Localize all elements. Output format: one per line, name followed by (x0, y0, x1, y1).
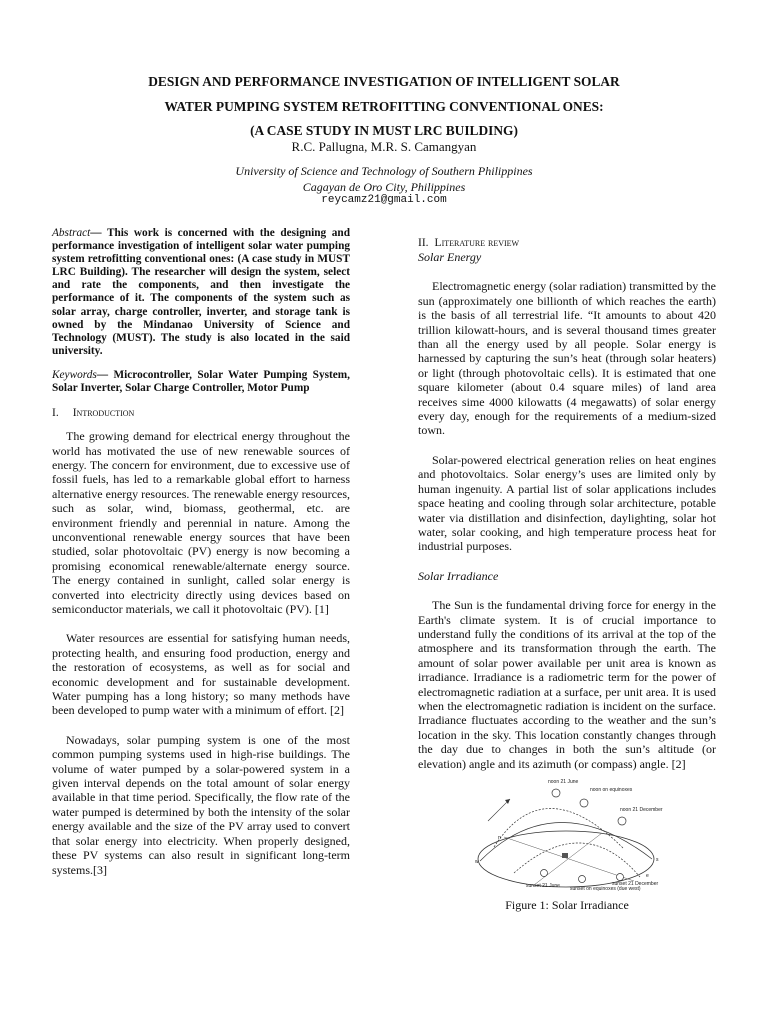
intro-paragraph-3: Nowadays, solar pumping system is one of the most common pumping systems used in high-rise buildings. The volume of water pumped by a solar-powered system in a given interval depends on the total amount of solar energy available in that time period. Specifically, the flow rate of the water pumped is determined by both the intensity of the solar energy available and the size of the PV array used to convert that solar energy into electricity. When properly designed, these PV systems can also result in significant long-term systems.[3] (52, 732, 350, 877)
solar-energy-paragraph-2: Solar-powered electrical generation relies on heat engines and photovoltaics. Solar energy’s uses are limited only by human ingenuity. A partial list of solar applications includes space heating and cooling through solar architecture, potable water via distillation and disinfection, daylighting, solar hot water, solar cooking, and high temperature process heat for industrial purposes. (418, 452, 716, 554)
title-line-3: (A CASE STUDY IN MUST LRC BUILDING) (250, 123, 518, 139)
label-sunset-june: sunset 21 June (526, 883, 560, 889)
solar-energy-paragraph-1: Electromagnetic energy (solar radiation) transmitted by the sun (approximately one billionth of which reaches the earth) is the basis of all terrestrial life. “It amounts to about 420 trillion kilowatt-hours, and is several thousand times greater than all the energy used by all people. Solar energy is harnessed by capturing the sun’s heat (through solar heaters) or light (through photovoltaic cells). It is estimated that one square kilometer (about 0.4 square miles) of land area receives sime 4000 kilowatts (4 megawatts) of solar energy every day, enough for the requirements of a medium-sized town. (418, 279, 716, 438)
label-w: w (475, 859, 479, 865)
abstract (52, 227, 350, 358)
keywords-dash: — (96, 368, 109, 381)
sun-noon-december (618, 817, 626, 825)
right-column (418, 236, 716, 912)
sun-path-december (514, 843, 640, 877)
observer-icon (562, 853, 568, 858)
section-heading-literature-review (418, 236, 716, 250)
section-heading-introduction (52, 406, 350, 420)
sun-sunset-equinox (579, 876, 586, 883)
abstract-text: This work is concerned with the designing and performance investigation of intelligent solar water pumping system retrofitting conventional ones: (A case study in MUST LRC Building). The researcher will design the system, select and rate the components, and then investigate the performance of it. The components of the system such as solar array, charge controller, inverter, and storage tank is owned by the Mindanao University of Science and Technology (MUST). The study is also located in the said university. (52, 227, 350, 357)
sun-noon-equinox (580, 799, 588, 807)
keywords-label: Keywords (52, 368, 97, 381)
irradiance-paragraph-1: The Sun is the fundamental driving force for energy in the Earth's climate system. It is of crucial importance to understand fully the conditions of its arrival at the top of the atmosphere and its transformation through the earth. The amount of solar power available per unit area is known as irradiance. Irradiance is a radiometric term for the power of electromagnetic radiation at a surface, per unit area. It is used when the electromagnetic radiation is incident on the surface. Irradiance fluctuates according to the weather and the sun’s location in the sky. This location constantly changes through the day due to changes in both the sun’s altitude (or elevation) angle and its azimuth (or compass) angle. [2] (418, 598, 716, 771)
label-sunset-december: sunset 21 December (612, 881, 659, 887)
figure-solar-irradiance (418, 777, 716, 895)
author-email[interactable]: reycamz21@gmail.com (321, 194, 447, 206)
label-noon-equinox: noon on equinoxes (590, 787, 633, 793)
affiliation-line-1: University of Science and Technology of Southern Philippines (235, 164, 533, 178)
intro-paragraph-2: Water resources are essential for satisfying human needs, protecting health, and ensuring food production, energy and the restoration of ecosystems, as well as for social and economic development and for sustainable development. Water pumping has a long history; so many methods have been developed to pump water with a minimum of effort. [2] (52, 631, 350, 718)
paper-title (60, 70, 708, 144)
figure-caption: Figure 1: Solar Irradiance (505, 898, 629, 912)
left-column (52, 227, 350, 877)
label-e: e (646, 873, 649, 879)
sun-path-june (494, 808, 624, 849)
label-noon-june: noon 21 June (548, 779, 579, 785)
keywords (52, 369, 350, 395)
intro-paragraph-1: The growing demand for electrical energy throughout the world has motivated the use of new renewable sources of energy. The concern for environment, due to excessive use of fossil fuels, has led to a remarkable global effort to harness alternative energy resources. The renewable energy resources, such as solar, wind, biomass, geothermal, etc. are environment friendly and perennial in nature. Among the unconventional renewable energy sources that have been studied, solar photovoltaic (PV) energy is now becoming a promising economical renewable/alternate energy source. The energy contained in sunlight, called solar energy is converted into electricity directly using devices based on semiconductor materials, we call it photovoltaic (PV). [1] (52, 429, 350, 616)
affiliation (60, 163, 708, 195)
label-s: s (656, 857, 659, 863)
abstract-label: Abstract (52, 227, 91, 239)
axis-ew (534, 833, 602, 885)
subheading-solar-irradiance: Solar Irradiance (418, 568, 499, 583)
abstract-dash: — (90, 227, 102, 239)
direction-arrow (488, 799, 510, 821)
authors: R.C. Pallugna, M.R. S. Camangyan (291, 139, 477, 154)
label-n: n (498, 835, 501, 841)
affiliation-line-2: Cagayan de Oro City, Philippines (302, 180, 466, 194)
section-number: II. (418, 237, 429, 249)
title-line-1: DESIGN AND PERFORMANCE INVESTIGATION OF INTELLIGENT SOLAR (148, 74, 620, 89)
label-noon-december: noon 21 December (620, 807, 663, 813)
sun-path-diagram (474, 777, 664, 895)
section-number: I. (52, 407, 59, 420)
keywords-text: Microcontroller, Solar Water Pumping System, Solar Inverter, Solar Charge Controller, Motor Pump (52, 368, 350, 395)
sun-sunset-june (541, 870, 548, 877)
label-sunset-equinox: sunset on equinoxes (due west) (570, 886, 641, 892)
subheading-solar-energy: Solar Energy (418, 250, 482, 264)
sun-noon-june (552, 789, 560, 797)
section-title: Introduction (72, 407, 135, 420)
section-title: Literature review (434, 237, 520, 249)
title-line-2: WATER PUMPING SYSTEM RETROFITTING CONVENTIONAL ONES: (164, 98, 604, 114)
sun-sunset-december (617, 874, 624, 881)
